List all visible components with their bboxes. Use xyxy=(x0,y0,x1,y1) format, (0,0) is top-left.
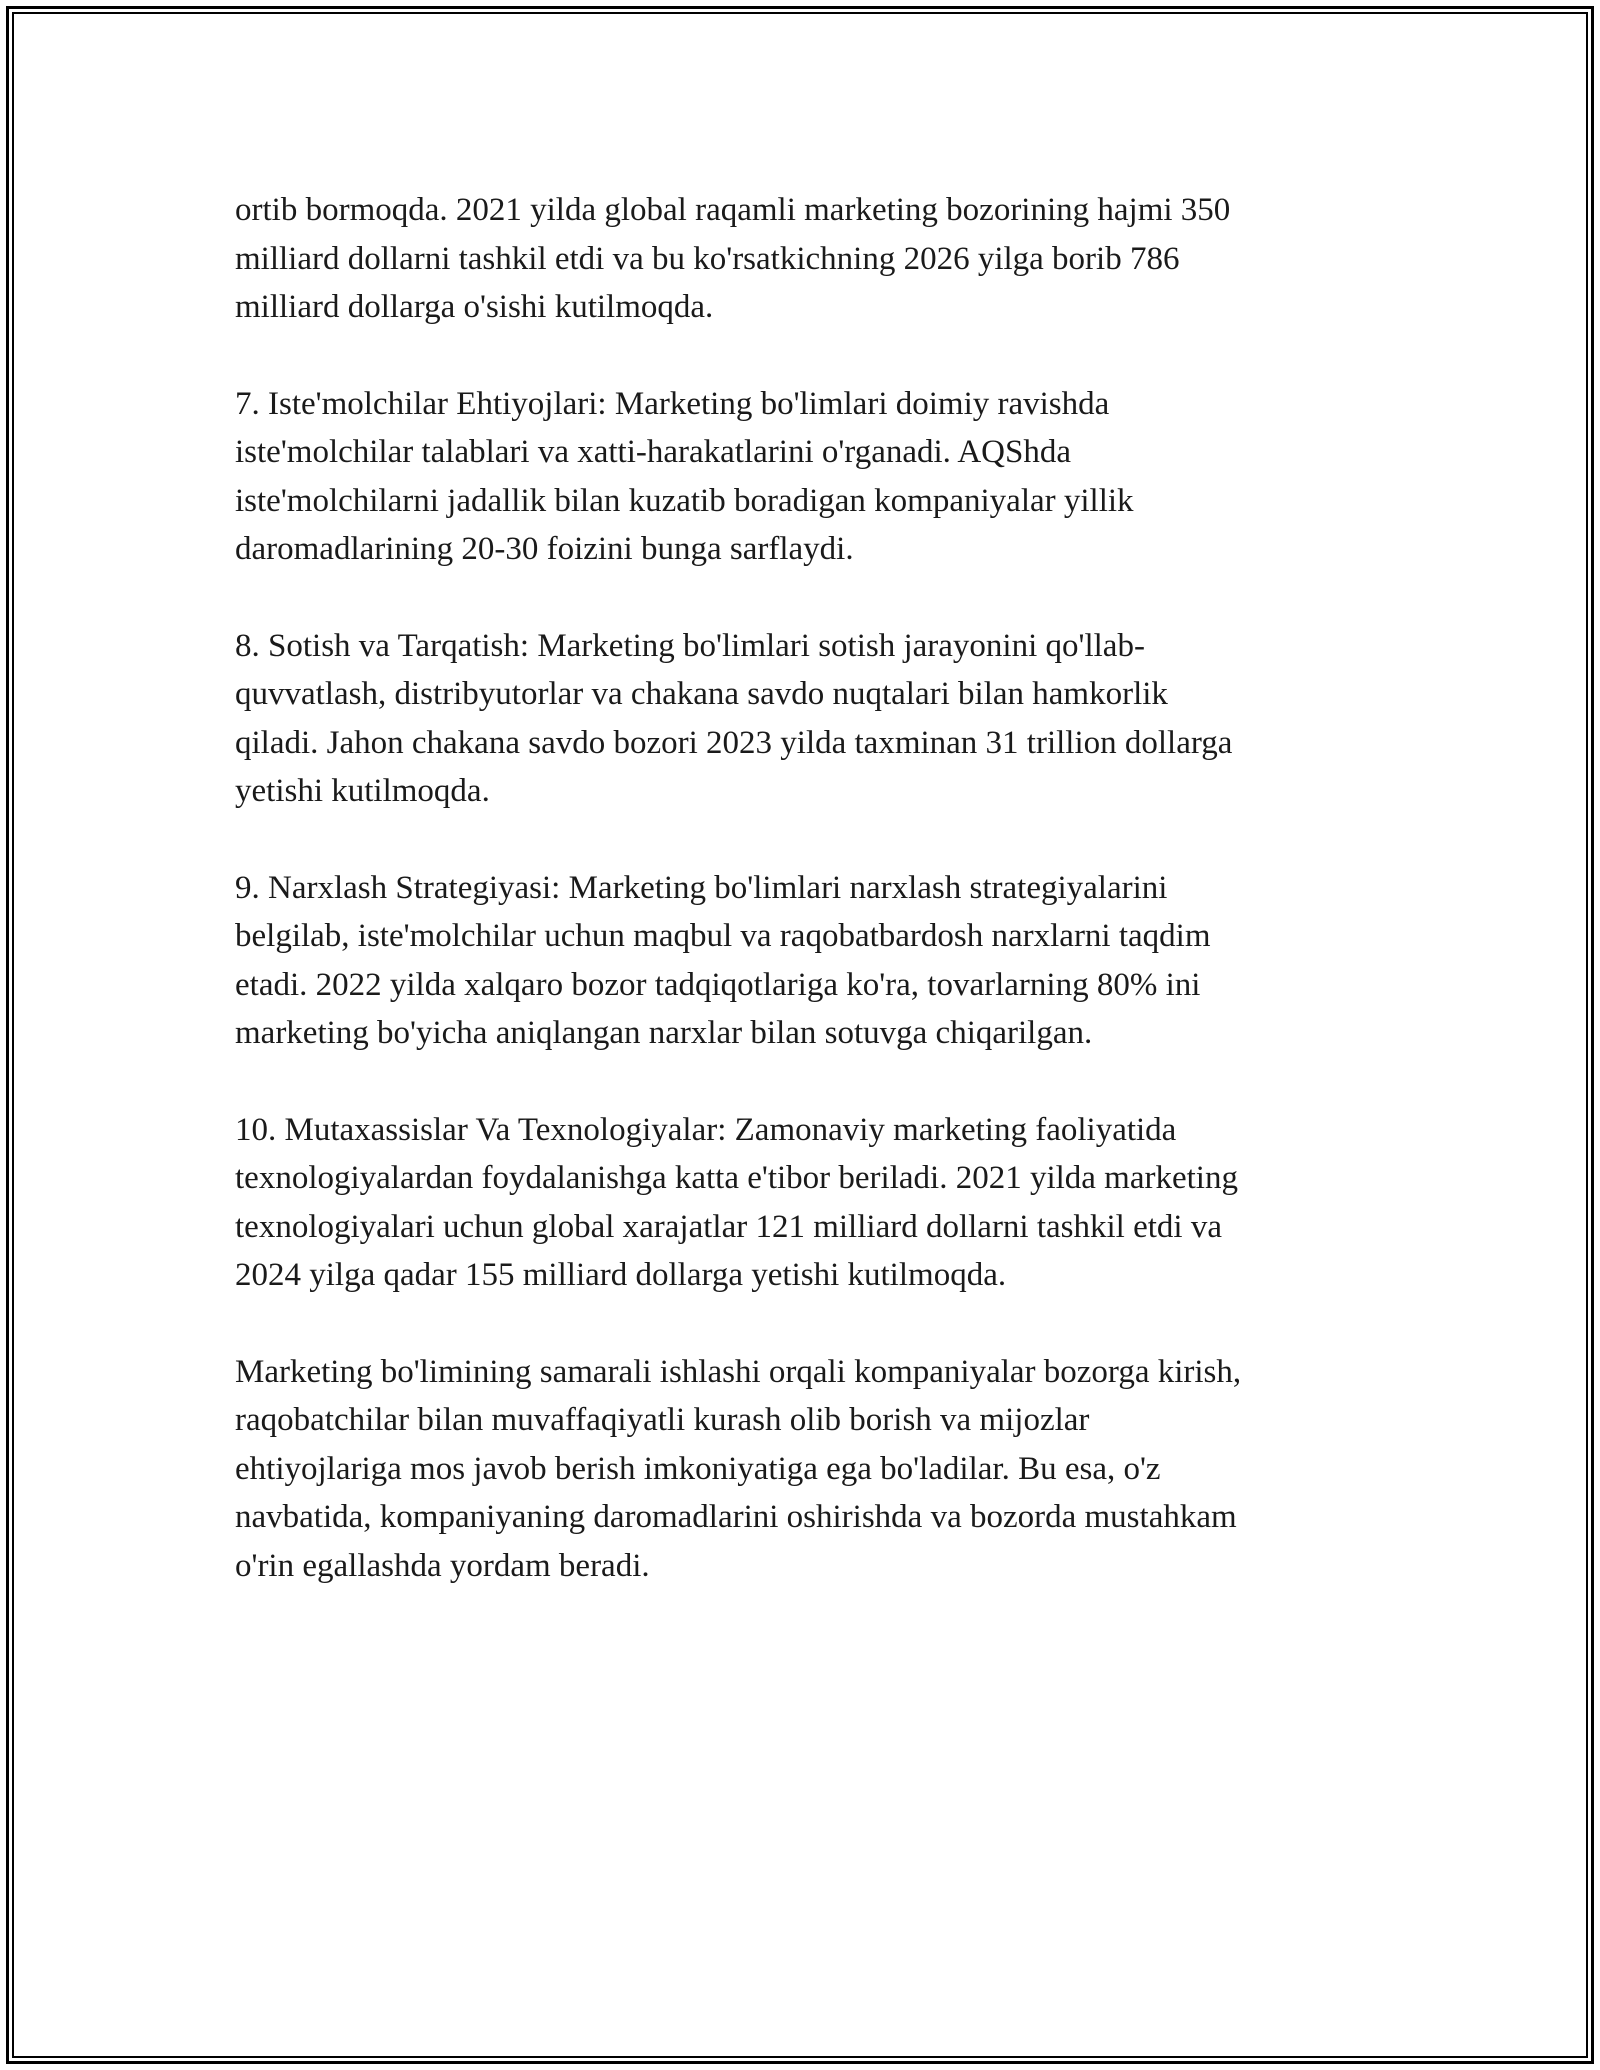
paragraph-market-growth xyxy=(235,186,1365,332)
text-line: iste'molchilar talablari va xatti-harakatlarini o'rganadi. AQShda xyxy=(235,434,1072,470)
document-body xyxy=(235,186,1365,1638)
text-line: texnologiyalari uchun global xarajatlar 121 milliard dollarni tashkil etdi va xyxy=(235,1208,1222,1245)
text-line: ehtiyojlariga mos javob berish imkoniyatiga ega bo'ladilar. Bu esa, o'z xyxy=(235,1450,1161,1487)
text-line: quvvatlash, distribyutorlar va chakana savdo nuqtalari bilan hamkorlik xyxy=(235,676,1168,712)
text-line: o'rin egallashda yordam beradi. xyxy=(235,1547,650,1584)
text-line: Marketing bo'limining samarali ishlashi orqali kompaniyalar bozorga kirish, xyxy=(235,1353,1242,1390)
text-line: daromadlarining 20-30 foizini bunga sarflaydi. xyxy=(235,531,854,567)
paragraph-sales-distribution xyxy=(235,622,1365,816)
text-line: milliard dollarni tashkil etdi va bu ko'rsatkichning 2026 yilga borib 786 xyxy=(235,240,1180,277)
text-line: yetishi kutilmoqda. xyxy=(235,773,490,809)
paragraph-conclusion xyxy=(235,1348,1365,1591)
text-line: 2024 yilga qadar 155 milliard dollarga yetishi kutilmoqda. xyxy=(235,1257,1007,1293)
text-line: etadi. 2022 yilda xalqaro bozor tadqiqotlariga ko'ra, tovarlarning 80% ini xyxy=(235,966,1201,1003)
text-line: milliard dollarga o'sishi kutilmoqda. xyxy=(235,289,714,325)
text-line: belgilab, iste'molchilar uchun maqbul va raqobatbardosh narxlarni taqdim xyxy=(235,918,1211,954)
text-line: 9. Narxlash Strategiyasi: Marketing bo'limlari narxlash strategiyalarini xyxy=(235,869,1168,906)
paragraph-consumer-needs xyxy=(235,380,1365,574)
text-line: marketing bo'yicha aniqlangan narxlar bilan sotuvga chiqarilgan. xyxy=(235,1015,1093,1051)
paragraph-specialists-technologies xyxy=(235,1106,1365,1300)
text-line: texnologiyalardan foydalanishga katta e'tibor beriladi. 2021 yilda marketing xyxy=(235,1160,1238,1196)
text-line: raqobatchilar bilan muvaffaqiyatli kurash olib borish va mijozlar xyxy=(235,1402,1090,1438)
text-line: ortib bormoqda. 2021 yilda global raqamli marketing bozorining hajmi 350 xyxy=(235,192,1231,228)
text-line: navbatida, kompaniyaning daromadlarini oshirishda va bozorda mustahkam xyxy=(235,1499,1237,1535)
text-line: qiladi. Jahon chakana savdo bozori 2023 yilda taxminan 31 trillion dollarga xyxy=(235,724,1233,761)
text-line: 8. Sotish va Tarqatish: Marketing bo'limlari sotish jarayonini qo'llab- xyxy=(235,627,1145,664)
paragraph-pricing-strategy xyxy=(235,864,1365,1058)
text-line: iste'molchilarni jadallik bilan kuzatib boradigan kompaniyalar yillik xyxy=(235,482,1134,519)
text-line: 7. Iste'molchilar Ehtiyojlari: Marketing bo'limlari doimiy ravishda xyxy=(235,385,1110,422)
text-line: 10. Mutaxassislar Va Texnologiyalar: Zamonaviy marketing faoliyatida xyxy=(235,1111,1177,1148)
